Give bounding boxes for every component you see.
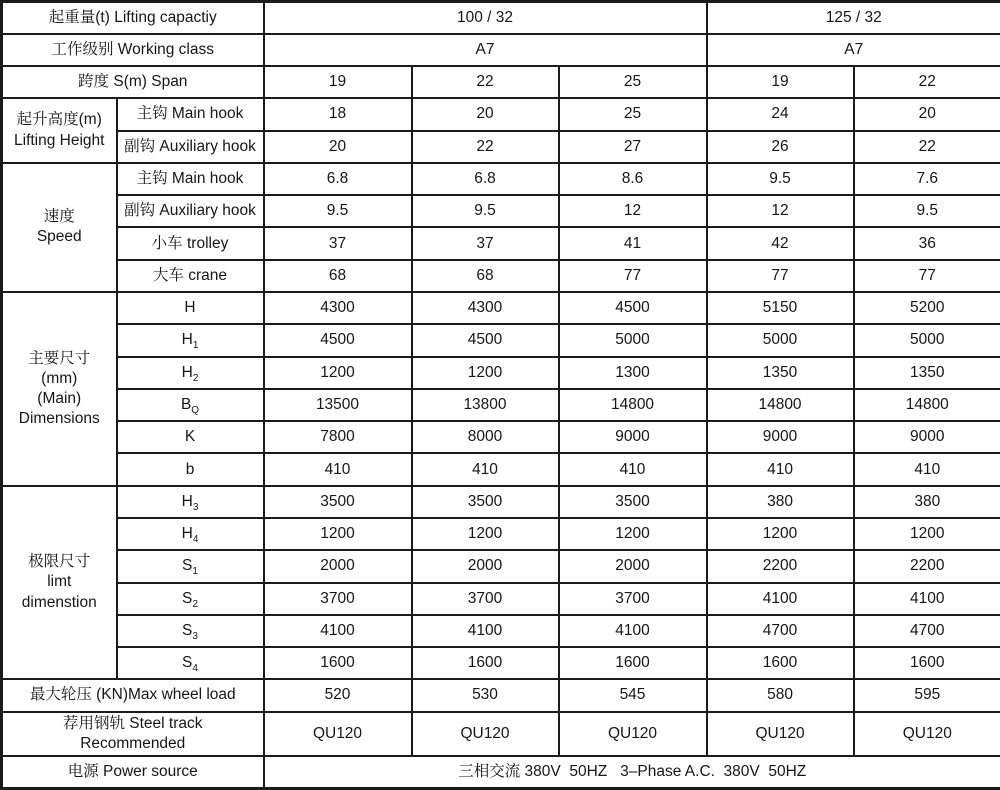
span-value: 19	[264, 66, 412, 98]
value-cell: 1600	[707, 647, 854, 679]
label-line: (Main)	[37, 389, 82, 407]
power-source-label: 电源 Power source	[2, 756, 264, 788]
symbol-cell: K	[117, 421, 264, 453]
value-cell: 1600	[264, 647, 412, 679]
span-value: 19	[707, 66, 854, 98]
value-cell: 520	[264, 679, 412, 711]
value-cell: 8000	[412, 421, 559, 453]
value-cell: 41	[559, 227, 707, 259]
label-line: 主要尺寸	[28, 349, 91, 367]
row-name-cell: 副钩 Auxiliary hook	[117, 131, 264, 163]
value-cell: 1200	[559, 518, 707, 550]
table-row-dim-H	[2, 292, 1000, 324]
value-cell: 14800	[707, 389, 854, 421]
value-cell: 5200	[854, 292, 1000, 324]
value-cell: 20	[264, 131, 412, 163]
value-cell: 410	[707, 453, 854, 485]
table-row-span	[2, 66, 1000, 98]
value-cell: 12	[559, 195, 707, 227]
span-label: 跨度 S(m) Span	[2, 66, 264, 98]
value-cell: 4500	[412, 324, 559, 356]
row-name-cell: 小车 trolley	[117, 227, 264, 259]
value-cell: QU120	[707, 712, 854, 756]
lifting-capacity-value-2: 125 / 32	[707, 2, 1000, 34]
label-line: 荐用钢轨 Steel track	[62, 714, 203, 732]
table-row-lifting-height-main	[2, 98, 1000, 130]
value-cell: 5000	[854, 324, 1000, 356]
value-cell: 2000	[559, 550, 707, 582]
value-cell: 42	[707, 227, 854, 259]
value-cell: 4100	[559, 615, 707, 647]
lifting-height-section-label	[2, 98, 117, 163]
value-cell: 2000	[412, 550, 559, 582]
value-cell: 22	[854, 131, 1000, 163]
value-cell: 7800	[264, 421, 412, 453]
table-row-wheel-load	[2, 679, 1000, 711]
value-cell: 2000	[264, 550, 412, 582]
value-cell: 8.6	[559, 163, 707, 195]
symbol-cell: $S_3$	[117, 615, 264, 647]
value-cell: 595	[854, 679, 1000, 711]
value-cell: 13800	[412, 389, 559, 421]
value-cell: 9.5	[412, 195, 559, 227]
table-row-dim-BQ	[2, 389, 1000, 421]
limit-dimensions-section-label	[2, 486, 117, 680]
value-cell: 26	[707, 131, 854, 163]
value-cell: 5150	[707, 292, 854, 324]
label-line: Lifting Height	[14, 131, 105, 149]
table-row-lifting-height-aux	[2, 131, 1000, 163]
value-cell: 1200	[707, 518, 854, 550]
value-cell: QU120	[559, 712, 707, 756]
table-row-speed-crane	[2, 260, 1000, 292]
value-cell: 9.5	[264, 195, 412, 227]
label-line: dimenstion	[21, 593, 97, 611]
value-cell: 77	[854, 260, 1000, 292]
symbol-cell: b	[117, 453, 264, 485]
symbol-cell: $B_Q$	[117, 389, 264, 421]
symbol-cell: $H_1$	[117, 324, 264, 356]
value-cell: 13500	[264, 389, 412, 421]
symbol-cell: $S_2$	[117, 583, 264, 615]
symbol-cell: H	[117, 292, 264, 324]
value-cell: 1600	[559, 647, 707, 679]
value-cell: 36	[854, 227, 1000, 259]
table-row-working-class	[2, 34, 1000, 66]
value-cell: 24	[707, 98, 854, 130]
symbol-cell: $H_2$	[117, 357, 264, 389]
value-cell: 25	[559, 98, 707, 130]
lifting-capacity-label: 起重量(t) Lifting capactiy	[2, 2, 264, 34]
table-row-dim-H1	[2, 324, 1000, 356]
value-cell: 4700	[854, 615, 1000, 647]
value-cell: 4500	[264, 324, 412, 356]
value-cell: QU120	[412, 712, 559, 756]
value-cell: 1200	[412, 518, 559, 550]
value-cell: 1350	[854, 357, 1000, 389]
table-row-speed-trolley	[2, 227, 1000, 259]
table-row-dim-b	[2, 453, 1000, 485]
value-cell: 37	[264, 227, 412, 259]
value-cell: 5000	[707, 324, 854, 356]
table-row-steel-track	[2, 712, 1000, 756]
label-line: limt	[47, 573, 72, 591]
value-cell: 22	[412, 131, 559, 163]
label-line: (mm)	[41, 369, 78, 387]
label-line: Speed	[36, 228, 82, 246]
label-line: 起升高度(m)	[16, 111, 102, 129]
value-cell: 20	[412, 98, 559, 130]
value-cell: 18	[264, 98, 412, 130]
value-cell: 1200	[854, 518, 1000, 550]
value-cell: 4100	[412, 615, 559, 647]
value-cell: 410	[559, 453, 707, 485]
value-cell: 6.8	[412, 163, 559, 195]
table-row-speed-main	[2, 163, 1000, 195]
value-cell: 9000	[559, 421, 707, 453]
wheel-load-label: 最大轮压 (KN)Max wheel load	[2, 679, 264, 711]
table-row-dim-H2	[2, 357, 1000, 389]
value-cell: 1600	[412, 647, 559, 679]
value-cell: 20	[854, 98, 1000, 130]
value-cell: 1350	[707, 357, 854, 389]
value-cell: 27	[559, 131, 707, 163]
span-value: 22	[854, 66, 1000, 98]
value-cell: 68	[264, 260, 412, 292]
value-cell: 545	[559, 679, 707, 711]
row-name-cell: 主钩 Main hook	[117, 163, 264, 195]
row-name-cell: 主钩 Main hook	[117, 98, 264, 130]
symbol-cell: $S_4$	[117, 647, 264, 679]
value-cell: 580	[707, 679, 854, 711]
value-cell: 1200	[264, 357, 412, 389]
value-cell: 5000	[559, 324, 707, 356]
value-cell: 4100	[854, 583, 1000, 615]
value-cell: 37	[412, 227, 559, 259]
row-name-cell: 大车 crane	[117, 260, 264, 292]
working-class-value-2: A7	[707, 34, 1000, 66]
value-cell: 410	[264, 453, 412, 485]
symbol-cell: $H_4$	[117, 518, 264, 550]
table-row-limit-S2	[2, 583, 1000, 615]
working-class-label: 工作级别 Working class	[2, 34, 264, 66]
value-cell: 68	[412, 260, 559, 292]
value-cell: 6.8	[264, 163, 412, 195]
label-line: 极限尺寸	[28, 553, 91, 571]
table-row-limit-H3	[2, 486, 1000, 518]
label-line: Recommended	[80, 734, 186, 752]
speed-section-label	[2, 163, 117, 292]
value-cell: 4300	[412, 292, 559, 324]
value-cell: 3700	[412, 583, 559, 615]
symbol-cell: $S_1$	[117, 550, 264, 582]
value-cell: 9000	[854, 421, 1000, 453]
value-cell: QU120	[264, 712, 412, 756]
value-cell: 410	[854, 453, 1000, 485]
table-row-power-source	[2, 756, 1000, 788]
value-cell: 4100	[707, 583, 854, 615]
row-name-cell: 副钩 Auxiliary hook	[117, 195, 264, 227]
value-cell: 7.6	[854, 163, 1000, 195]
value-cell: 9.5	[854, 195, 1000, 227]
value-cell: 2200	[707, 550, 854, 582]
value-cell: 9.5	[707, 163, 854, 195]
steel-track-label	[2, 712, 264, 756]
symbol-cell: $H_3$	[117, 486, 264, 518]
span-value: 22	[412, 66, 559, 98]
power-source-value: 三相交流 380V 50HZ 3–Phase A.C. 380V 50HZ	[264, 756, 1000, 788]
value-cell: 410	[412, 453, 559, 485]
value-cell: 77	[707, 260, 854, 292]
value-cell: 9000	[707, 421, 854, 453]
value-cell: 4500	[559, 292, 707, 324]
main-dimensions-section-label	[2, 292, 117, 486]
span-value: 25	[559, 66, 707, 98]
value-cell: 4100	[264, 615, 412, 647]
working-class-value-1: A7	[264, 34, 707, 66]
value-cell: 2200	[854, 550, 1000, 582]
value-cell: 4700	[707, 615, 854, 647]
value-cell: 4300	[264, 292, 412, 324]
value-cell: 530	[412, 679, 559, 711]
value-cell: 380	[707, 486, 854, 518]
table-row-limit-H4	[2, 518, 1000, 550]
value-cell: 1600	[854, 647, 1000, 679]
table-row-limit-S1	[2, 550, 1000, 582]
table-row-lifting-capacity	[2, 2, 1000, 34]
value-cell: 3500	[264, 486, 412, 518]
value-cell: 380	[854, 486, 1000, 518]
lifting-capacity-value-1: 100 / 32	[264, 2, 707, 34]
label-line: Dimensions	[18, 410, 100, 428]
value-cell: QU120	[854, 712, 1000, 756]
value-cell: 3700	[264, 583, 412, 615]
value-cell: 14800	[854, 389, 1000, 421]
table-row-limit-S3	[2, 615, 1000, 647]
value-cell: 1200	[412, 357, 559, 389]
value-cell: 3500	[412, 486, 559, 518]
value-cell: 3700	[559, 583, 707, 615]
label-line: 速度	[43, 208, 75, 226]
table-row-limit-S4	[2, 647, 1000, 679]
value-cell: 3500	[559, 486, 707, 518]
value-cell: 77	[559, 260, 707, 292]
value-cell: 1300	[559, 357, 707, 389]
value-cell: 1200	[264, 518, 412, 550]
table-row-dim-K	[2, 421, 1000, 453]
value-cell: 12	[707, 195, 854, 227]
value-cell: 14800	[559, 389, 707, 421]
table-row-speed-aux	[2, 195, 1000, 227]
